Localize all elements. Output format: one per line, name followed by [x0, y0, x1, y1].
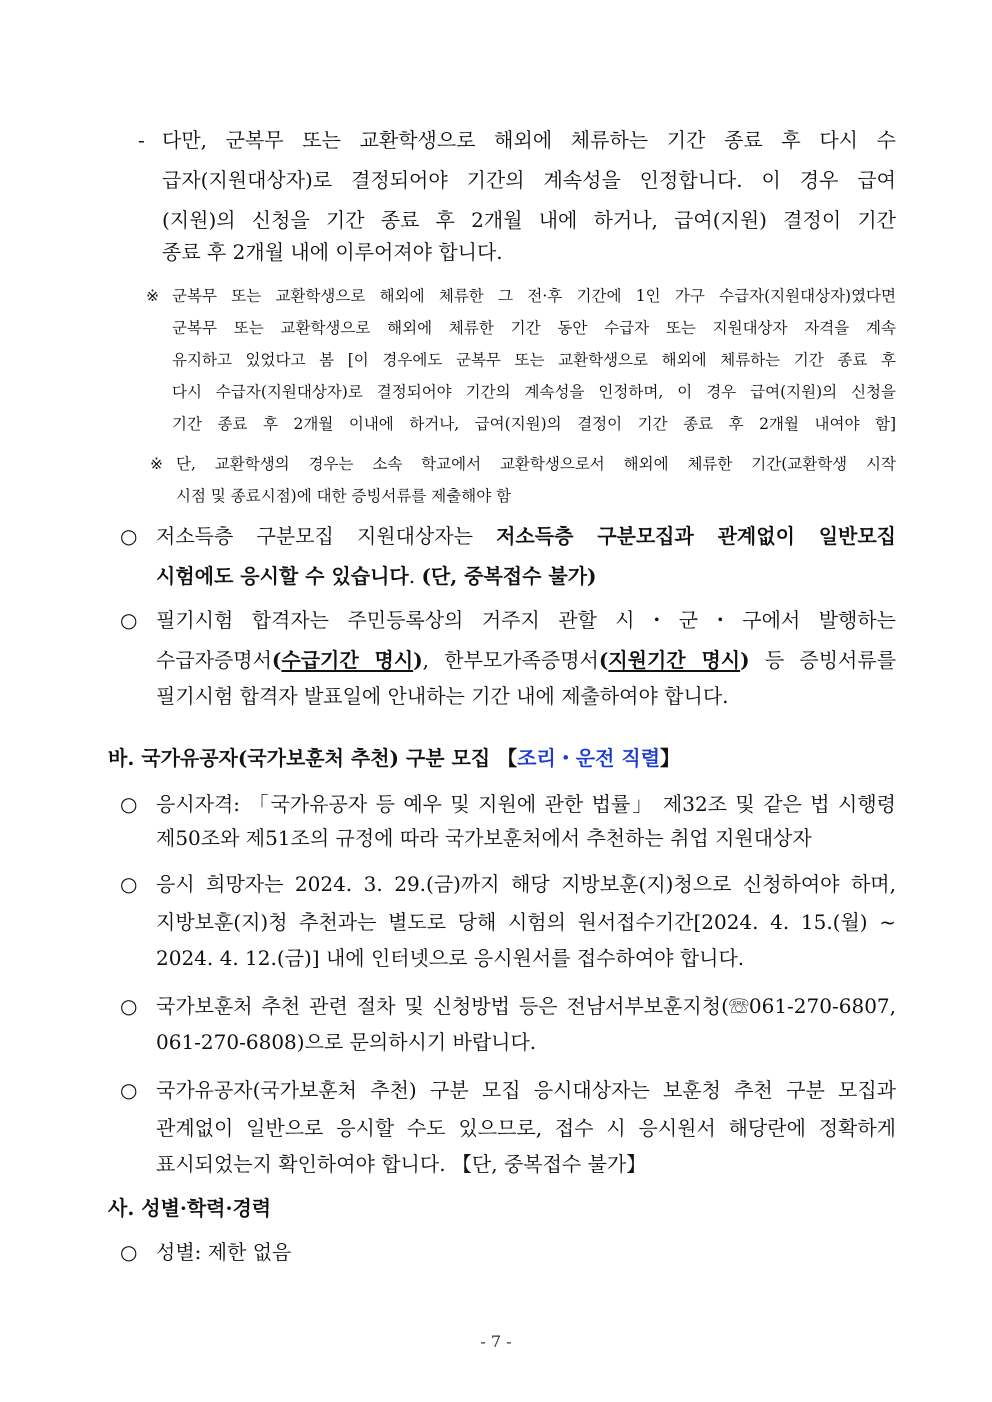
- text-line: 2024. 4. 12.(금)] 내에 인터넷으로 응시원서를 접수하여야 합니다.: [156, 946, 745, 970]
- circle-bullet: ○: [120, 1078, 138, 1102]
- text-line: 시험에도 응시할 수 있습니다. (단, 중복접수 불가): [156, 564, 597, 588]
- text-line: 필기시험 합격자 발표일에 안내하는 기간 내에 제출하여야 합니다.: [156, 684, 729, 708]
- text-line: 급자(지원대상자)로 결정되어야 기간의 계속성을 인정합니다. 이 경우 급여: [162, 168, 896, 192]
- text-line: 필기시험 합격자는 주민등록상의 거주지 관할 시・군・구에서 발행하는: [156, 608, 896, 632]
- text-line: 표시되었는지 확인하여야 합니다. 【단, 중복접수 불가】: [156, 1152, 647, 1176]
- reference-mark: ※: [150, 455, 163, 473]
- circle-bullet: ○: [120, 994, 138, 1018]
- text-line: 국가유공자(국가보훈처 추천) 구분 모집 응시대상자는 보훈청 추천 구분 모집과: [156, 1078, 896, 1102]
- text-line: 응시 희망자는 2024. 3. 29.(금)까지 해당 지방보훈(지)청으로 신청하여야 하며,: [156, 872, 896, 896]
- circle-bullet: ○: [120, 608, 138, 632]
- text-line: 다시 수급자(지원대상자)로 결정되어야 기간의 계속성을 인정하며, 이 경우 급여(지원)의 신청을: [172, 383, 896, 401]
- text-line: 지방보훈(지)청 추천과는 별도로 당해 시험의 원서접수기간[2024. 4. 15.(월) ~: [156, 910, 896, 934]
- text-line: 군복무 또는 교환학생으로 해외에 체류한 기간 동안 수급자 또는 지원대상자 자격을 계속: [172, 319, 896, 337]
- text-line: 단, 교환학생의 경우는 소속 학교에서 교환학생으로서 해외에 체류한 기간(교환학생 시작: [176, 455, 896, 473]
- text-line: 군복무 또는 교환학생으로 해외에 체류한 그 전·후 기간에 1인 가구 수급자(지원대상자)였다면: [172, 287, 896, 305]
- circle-bullet: ○: [120, 1240, 138, 1264]
- text-line: 시점 및 종료시점)에 대한 증빙서류를 제출해야 함: [176, 487, 512, 505]
- text-line: 기간 종료 후 2개월 이내에 하거나, 급여(지원)의 결정이 기간 종료 후 2개월 내여야 함]: [172, 415, 896, 433]
- dash-bullet: -: [138, 128, 145, 152]
- text-line: 수급자증명서(수급기간 명시), 한부모가족증명서(지원기간 명시) 등 증빙서류를: [156, 648, 897, 672]
- circle-bullet: ○: [120, 792, 138, 816]
- text-line: (지원)의 신청을 기간 종료 후 2개월 내에 하거나, 급여(지원) 결정이 기간: [162, 208, 896, 232]
- text-line: 국가보훈처 추천 관련 절차 및 신청방법 등은 전남서부보훈지청(☏061-270-6807,: [156, 994, 896, 1018]
- text-line: 성별: 제한 없음: [156, 1240, 292, 1264]
- phone-icon: ☏: [728, 994, 749, 1018]
- page-number: - 7 -: [480, 1332, 512, 1351]
- circle-bullet: ○: [120, 524, 138, 548]
- section-heading-sa: 사. 성별·학력·경력: [108, 1196, 272, 1220]
- text-line: 관계없이 일반으로 응시할 수도 있으므로, 접수 시 응시원서 해당란에 정확하게: [156, 1116, 896, 1140]
- text-line: 061-270-6808)으로 문의하시기 바랍니다.: [156, 1030, 537, 1054]
- text-line: 응시자격: 「국가유공자 등 예우 및 지원에 관한 법률」 제32조 및 같은 법 시행령: [156, 792, 896, 816]
- circle-bullet: ○: [120, 872, 138, 896]
- text-line: 저소득층 구분모집 지원대상자는 저소득층 구분모집과 관계없이 일반모집: [156, 524, 896, 548]
- section-heading-ba: 바. 국가유공자(국가보훈처 추천) 구분 모집 【조리・운전 직렬】: [108, 746, 681, 770]
- text-line: 다만, 군복무 또는 교환학생으로 해외에 체류하는 기간 종료 후 다시 수: [162, 128, 896, 152]
- text-line: 제50조와 제51조의 규정에 따라 국가보훈처에서 추천하는 취업 지원대상자: [156, 826, 812, 850]
- text-line: 종료 후 2개월 내에 이루어져야 합니다.: [162, 240, 503, 264]
- text-line: 유지하고 있었다고 봄 [이 경우에도 군복무 또는 교환학생으로 해외에 체류하는 기간 종료 후: [172, 351, 896, 369]
- reference-mark: ※: [146, 287, 159, 305]
